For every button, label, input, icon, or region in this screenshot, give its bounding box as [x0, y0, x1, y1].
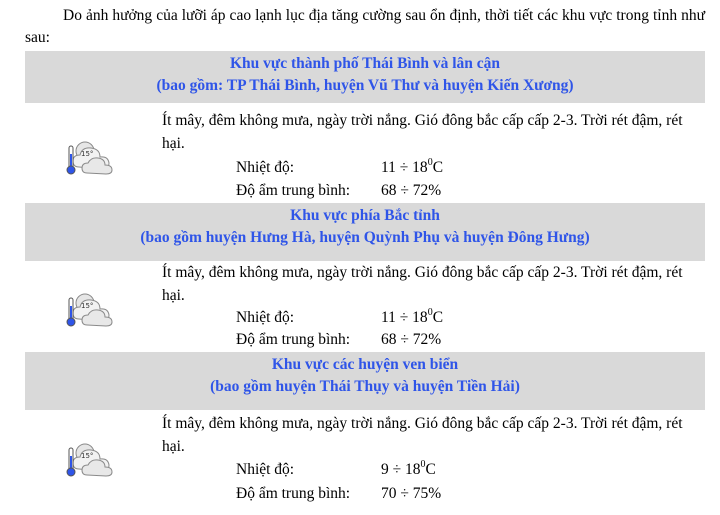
region-subtitle: (bao gồm huyện Hưng Hà, huyện Quỳnh Phụ và huyện Đông Hưng)	[140, 229, 590, 246]
humidity-label: Độ ẩm trung bình:	[236, 331, 351, 348]
humidity-row	[236, 482, 441, 505]
region-subtitle: (bao gồm huyện Thái Thụy và huyện Tiền Hải)	[210, 378, 520, 395]
humidity-value: 70 ÷ 75%	[381, 485, 442, 502]
region-body-north	[25, 261, 705, 361]
region-title: Khu vực thành phố Thái Bình và lân cận	[229, 55, 501, 72]
humidity-value: 68 ÷ 72%	[381, 182, 442, 199]
region-body-thai-binh-city	[25, 109, 705, 209]
temperature-label: Nhiệt độ:	[236, 309, 295, 326]
humidity-label: Độ ẩm trung bình:	[236, 182, 351, 199]
region-description: Ít mây, đêm không mưa, ngày trời nắng. Gió đông bắc cấp cấp 2-3. Trời rét đậm, rét hại.	[162, 264, 683, 304]
humidity-label: Độ ẩm trung bình:	[236, 485, 351, 502]
temperature-row	[236, 306, 443, 329]
partly-cloudy-cold-thermometer-icon	[63, 289, 117, 331]
region-description: Ít mây, đêm không mưa, ngày trời nắng. Gió đông bắc cấp cấp 2-3. Trời rét đậm, rét hại.	[162, 112, 683, 152]
temperature-value: $9 \div 18^0C$	[381, 458, 436, 478]
region-subtitle: (bao gồm: TP Thái Bình, huyện Vũ Thư và huyện Kiến Xương)	[156, 77, 574, 94]
region-title: Khu vực phía Bắc tỉnh	[290, 207, 440, 224]
region-title: Khu vực các huyện ven biển	[271, 356, 459, 373]
temperature-label: Nhiệt độ:	[236, 159, 295, 176]
intro-paragraph: Do ảnh hưởng của lưỡi áp cao lạnh lục địa tăng cường sau ổn định, thời tiết các khu vực trong tỉnh như sau:	[25, 7, 705, 46]
svg-text:15°: 15°	[81, 452, 94, 460]
humidity-row	[236, 328, 441, 351]
temperature-label: Nhiệt độ:	[236, 461, 295, 478]
region-header-coastal	[25, 352, 705, 410]
region-description: Ít mây, đêm không mưa, ngày trời nắng. Gió đông bắc cấp cấp 2-3. Trời rét đậm, rét hại.	[162, 415, 683, 455]
humidity-row	[236, 179, 441, 202]
temperature-row	[236, 156, 443, 179]
partly-cloudy-cold-thermometer-icon	[63, 137, 117, 179]
region-header-thai-binh-city	[25, 51, 705, 103]
region-body-coastal	[25, 412, 705, 512]
humidity-value: 68 ÷ 72%	[381, 331, 442, 348]
temperature-value: $11 \div 18^0C$	[381, 306, 444, 326]
svg-text:15°: 15°	[81, 150, 94, 158]
svg-text:15°: 15°	[81, 302, 94, 310]
partly-cloudy-cold-thermometer-icon	[63, 439, 117, 481]
temperature-row	[236, 458, 436, 481]
region-header-north	[25, 203, 705, 261]
temperature-value: $11 \div 18^0C$	[381, 156, 444, 176]
